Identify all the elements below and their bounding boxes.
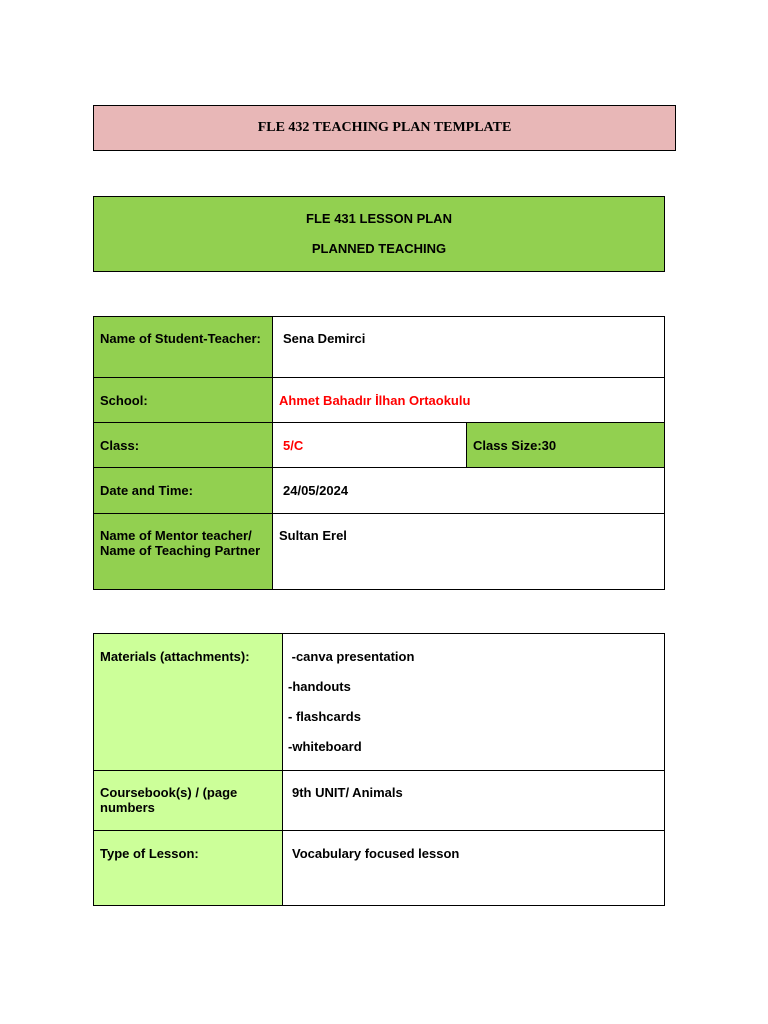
class-size: Class Size:30 (467, 423, 665, 468)
date-time-label: Date and Time: (94, 468, 273, 514)
table-row (94, 831, 665, 906)
list-item: -handouts (288, 679, 351, 694)
document-title-text: FLE 432 TEACHING PLAN TEMPLATE (257, 120, 512, 135)
lesson-plan-subtitle: PLANNED TEACHING (311, 241, 447, 256)
table-row (94, 468, 665, 514)
list-item: - flashcards (288, 709, 361, 724)
table-row (94, 514, 665, 590)
class-value: 5/C (273, 423, 467, 468)
date-time-value: 24/05/2024 (273, 468, 665, 514)
coursebook-value: 9th UNIT/ Animals (283, 771, 665, 831)
lesson-plan-header (93, 196, 665, 272)
school-label: School: (94, 378, 273, 423)
materials-list (283, 634, 665, 771)
class-label: Class: (94, 423, 273, 468)
document-title (93, 105, 676, 151)
school-value: Ahmet Bahadır İlhan Ortaokulu (273, 378, 665, 423)
table-row (94, 771, 665, 831)
student-teacher-value: Sena Demirci (273, 317, 665, 378)
student-teacher-label: Name of Student-Teacher: (94, 317, 273, 378)
table-row (94, 317, 665, 378)
list-item: -canva presentation (288, 649, 415, 664)
lesson-type-value: Vocabulary focused lesson (283, 831, 665, 906)
table-row (94, 634, 665, 771)
lesson-plan-title: FLE 431 LESSON PLAN (306, 211, 452, 226)
table-row (94, 378, 665, 423)
mentor-value: Sultan Erel (273, 514, 665, 590)
list-item: -whiteboard (288, 739, 362, 754)
coursebook-label: Coursebook(s) / (page numbers (94, 771, 283, 831)
lesson-table (93, 633, 665, 906)
mentor-label: Name of Mentor teacher/ Name of Teaching Partner (94, 514, 273, 590)
table-row (94, 423, 665, 468)
info-table (93, 316, 665, 590)
materials-label: Materials (attachments): (94, 634, 283, 771)
lesson-type-label: Type of Lesson: (94, 831, 283, 906)
